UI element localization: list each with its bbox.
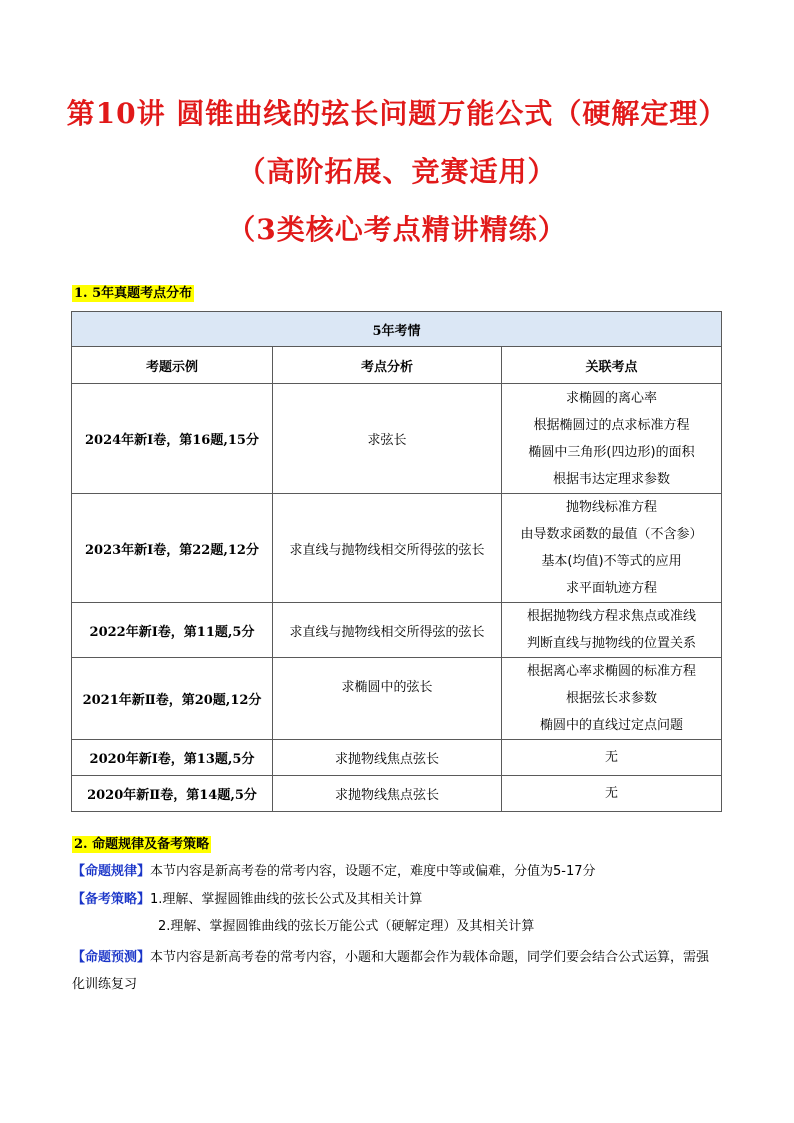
exam-distribution-table: [71, 311, 722, 812]
exam-cell: 2022年新I卷，第11题,5分: [72, 603, 273, 658]
column-header-related: 关联考点: [502, 347, 722, 384]
predict-paragraph: [72, 944, 722, 998]
related-item: 基本(均值)不等式的应用: [541, 554, 682, 569]
analysis-cell: 求直线与抛物线相交所得弦的弦长: [273, 494, 502, 603]
lecture-title: 第10讲 圆锥曲线的弦长问题万能公式（硬解定理）: [66, 97, 728, 130]
analysis-cell: 求弦长: [273, 384, 502, 494]
related-item: 椭圆中三角形(四边形)的面积: [528, 444, 695, 460]
related-cell: [502, 494, 722, 603]
related-item: 求平面轨迹方程: [565, 581, 657, 596]
predict-text: 本节内容是新高考卷的常考内容，小题和大题都会作为载体命题，同学们要会结合公式运算，需强化训练复习: [72, 950, 710, 992]
analysis-cell: 求抛物线焦点弦长: [273, 776, 502, 812]
table-row: [72, 776, 722, 812]
exam-cell: 2020年新Ⅱ卷，第14题,5分: [72, 776, 273, 812]
rule-paragraph: [72, 862, 596, 881]
table-row: [72, 384, 722, 494]
related-item: 无: [604, 786, 618, 801]
related-cell: [502, 603, 722, 658]
table-row: [72, 494, 722, 603]
related-item: 根据离心率求椭圆的标准方程: [526, 664, 696, 679]
column-header-exam: 考题示例: [72, 347, 273, 384]
table-row: [72, 603, 722, 658]
table-banner: 5年考情: [72, 312, 722, 347]
exam-cell: 2023年新I卷，第22题,12分: [72, 494, 273, 603]
section-heading-strategy: 2. 命题规律及备考策略: [74, 837, 210, 852]
related-item: 判断直线与抛物线的位置关系: [526, 636, 696, 651]
related-item: 求椭圆的离心率: [565, 390, 657, 406]
related-item: 根据弦长求参数: [565, 691, 657, 706]
table-row: [72, 658, 722, 740]
related-item: 椭圆中的直线过定点问题: [539, 718, 683, 733]
related-item: 无: [604, 750, 618, 765]
related-cell: [502, 776, 722, 812]
exam-cell: 2021年新Ⅱ卷，第20题,12分: [72, 658, 273, 740]
related-item: 根据韦达定理求参数: [552, 471, 670, 487]
strategy-item-2: 2.理解、掌握圆锥曲线的弦长万能公式（硬解定理）及其相关计算: [158, 919, 535, 934]
related-item: 由导数求函数的最值（不含参）: [520, 527, 703, 542]
strategy-paragraph: [72, 890, 422, 909]
related-cell: [502, 384, 722, 494]
related-cell: [502, 658, 722, 740]
column-header-analysis: 考点分析: [273, 347, 502, 384]
lecture-subtitle: （高阶拓展、竞赛适用）: [237, 155, 557, 188]
analysis-cell: 求椭圆中的弦长: [273, 658, 502, 740]
strategy-tag: 【备考策略】: [72, 892, 151, 907]
lecture-subtitle-2: （3类核心考点精讲精练）: [227, 213, 567, 246]
related-item: 根据抛物线方程求焦点或准线: [526, 609, 696, 624]
analysis-cell: 求抛物线焦点弦长: [273, 740, 502, 776]
related-cell: [502, 740, 722, 776]
exam-cell: 2024年新I卷，第16题,15分: [72, 384, 273, 494]
predict-tag: 【命题预测】: [72, 950, 151, 965]
section-heading-distribution: 1. 5年真题考点分布: [74, 286, 193, 301]
table-row: [72, 740, 722, 776]
exam-cell: 2020年新I卷，第13题,5分: [72, 740, 273, 776]
analysis-cell: 求直线与抛物线相交所得弦的弦长: [273, 603, 502, 658]
strategy-item-1: 1.理解、掌握圆锥曲线的弦长公式及其相关计算: [150, 892, 423, 907]
related-item: 抛物线标准方程: [565, 500, 657, 515]
rule-text: 本节内容是新高考卷的常考内容，设题不定，难度中等或偏难，分值为5-17分: [150, 864, 596, 879]
rule-tag: 【命题规律】: [72, 864, 151, 879]
related-item: 根据椭圆过的点求标准方程: [533, 417, 690, 433]
